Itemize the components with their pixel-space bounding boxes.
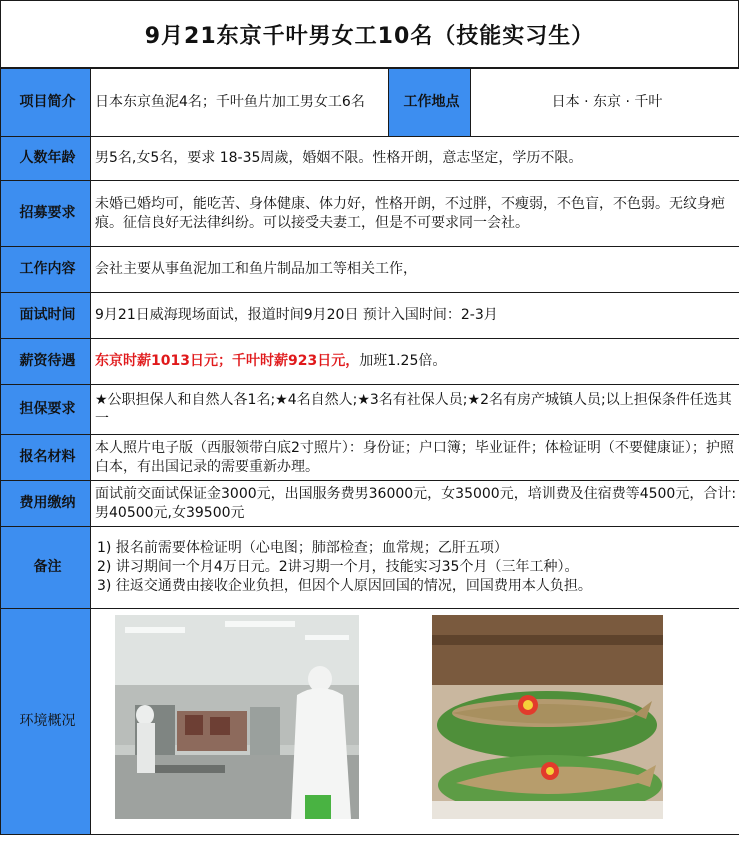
label-people: 人数年龄 — [1, 137, 91, 181]
value-people: 男5名,女5名，要求 18-35周歲，婚姻不限。性格开朗，意志坚定，学历不限。 — [91, 137, 739, 181]
label-guarantee: 担保要求 — [1, 385, 91, 435]
value-project: 日本东京鱼泥4名；千叶鱼片加工男女工6名 — [91, 69, 389, 137]
row-environment — [1, 609, 739, 835]
label-environment: 环境概况 — [1, 609, 91, 835]
fish-dish-photo — [432, 615, 663, 819]
job-details-table — [0, 68, 739, 835]
value-notes — [91, 527, 739, 609]
factory-photo-graphic — [115, 615, 359, 819]
row-notes — [1, 527, 739, 609]
label-fees: 费用缴纳 — [1, 481, 91, 527]
value-salary — [91, 339, 739, 385]
row-interview — [1, 293, 739, 339]
salary-highlight: 东京时薪1013日元；千叶时薪923日元， — [95, 353, 360, 369]
note-line-2: 2) 讲习期间一个月4万日元。2讲习期一个月，技能实习35个月（三年工种）。 — [97, 559, 579, 575]
value-materials: 本人照片电子版（西服领带白底2寸照片）：身份证；户口簿；毕业证件；体检证明（不要健康证）；护照白本，有出国记录的需要重新办理。 — [91, 435, 739, 481]
row-salary — [1, 339, 739, 385]
label-work: 工作内容 — [1, 247, 91, 293]
row-materials — [1, 435, 739, 481]
page-title: 9月21东京千叶男女工10名（技能实习生） — [0, 0, 739, 68]
label-interview: 面试时间 — [1, 293, 91, 339]
label-materials: 报名材料 — [1, 435, 91, 481]
label-notes: 备注 — [1, 527, 91, 609]
value-interview: 9月21日威海现场面试，报道时间9月20日 预计入国时间：2-3月 — [91, 293, 739, 339]
row-fees — [1, 481, 739, 527]
fish-dish-photo-graphic — [432, 615, 663, 819]
environment-photos — [91, 609, 739, 835]
row-guarantee — [1, 385, 739, 435]
label-salary: 薪资待遇 — [1, 339, 91, 385]
row-project — [1, 69, 739, 137]
value-fees: 面试前交面试保证金3000元，出国服务费男36000元，女35000元，培训费及住宿费等4500元，合计:男40500元,女39500元 — [91, 481, 739, 527]
label-location: 工作地点 — [389, 69, 471, 137]
row-requirements — [1, 181, 739, 247]
factory-photo — [115, 615, 359, 819]
row-people — [1, 137, 739, 181]
value-work: 会社主要从事鱼泥加工和鱼片制品加工等相关工作， — [91, 247, 739, 293]
salary-overtime: 加班1.25倍。 — [359, 353, 447, 369]
value-guarantee: ★公职担保人和自然人各1名;★4名自然人;★3名有社保人员;★2名有房产城镇人员;以上担保条件任选其一 — [91, 385, 739, 435]
note-line-1: 1) 报名前需要体检证明（心电图；肺部检查；血常规；乙肝五项） — [97, 540, 508, 556]
value-requirements: 未婚已婚均可，能吃苦、身体健康、体力好，性格开朗，不过胖，不瘦弱，不色盲，不色弱。无纹身疤痕。征信良好无法律纠纷。可以接受夫妻工，但是不可要求同一会社。 — [91, 181, 739, 247]
value-location: 日本 · 东京 · 千叶 — [471, 69, 739, 137]
row-work — [1, 247, 739, 293]
label-requirements: 招募要求 — [1, 181, 91, 247]
label-project: 项目简介 — [1, 69, 91, 137]
note-line-3: 3) 往返交通费由接收企业负担，但因个人原因回国的情况，回国费用本人负担。 — [97, 578, 592, 594]
